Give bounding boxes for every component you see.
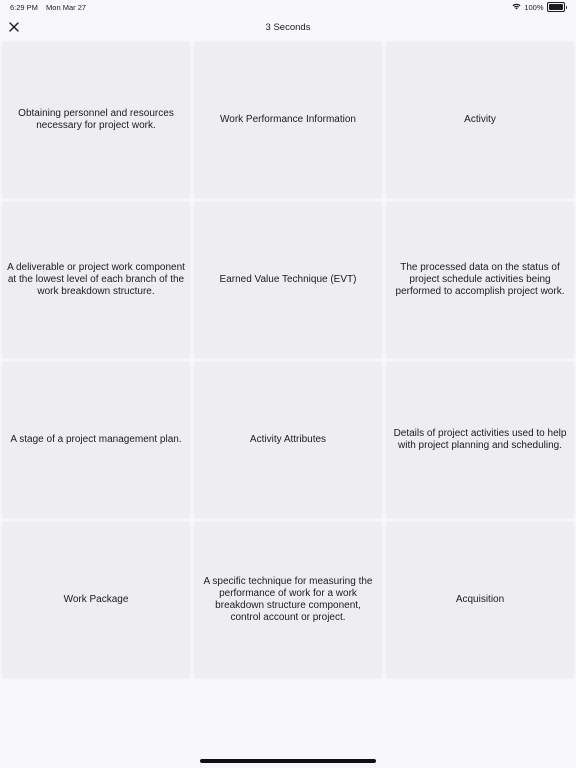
match-card[interactable]: [386, 522, 574, 678]
match-card[interactable]: [194, 202, 382, 358]
card-text: Acquisition: [455, 594, 505, 605]
card-text: A deliverable or project work component at the lowest level of each branch of the work breakdown structure.: [7, 262, 185, 297]
status-left: [10, 3, 92, 12]
nav-bar: [0, 14, 576, 40]
card-text: Activity Attributes: [249, 434, 327, 445]
match-card[interactable]: [386, 202, 574, 358]
card-text: A specific technique for measuring the performance of work for a work breakdown structure component, control account or project.: [203, 576, 373, 623]
card-text: Obtaining personnel and resources necessary for project work.: [18, 108, 174, 131]
battery-icon: [547, 2, 565, 12]
status-bar: [0, 0, 576, 14]
card-text: Activity: [464, 114, 496, 125]
card-text: Details of project activities used to help with project planning and scheduling.: [393, 428, 567, 451]
status-time: 6:29 PM: [10, 3, 38, 12]
match-card[interactable]: [194, 42, 382, 198]
home-indicator[interactable]: [200, 759, 376, 763]
match-card[interactable]: [386, 42, 574, 198]
match-card[interactable]: [2, 42, 190, 198]
match-card[interactable]: [194, 522, 382, 678]
card-text: Work Package: [63, 594, 129, 605]
match-card[interactable]: [386, 362, 574, 518]
battery-percent: 100%: [524, 2, 544, 12]
status-right: [512, 2, 567, 12]
battery-tip: [566, 6, 568, 9]
match-card[interactable]: [2, 202, 190, 358]
card-text: Earned Value Technique (EVT): [219, 274, 357, 285]
match-card[interactable]: [194, 362, 382, 518]
card-text: Work Performance Information: [220, 114, 356, 125]
status-date: Mon Mar 27: [46, 3, 87, 12]
card-text: The processed data on the status of project schedule activities being performed to accomplish project work.: [395, 262, 565, 297]
card-text: A stage of a project management plan.: [10, 434, 182, 445]
page-title: 3 Seconds: [265, 22, 311, 33]
battery-level: [549, 4, 563, 10]
card-grid: [2, 42, 574, 678]
wifi-icon: [512, 3, 521, 12]
match-card[interactable]: [2, 362, 190, 518]
match-card[interactable]: [2, 522, 190, 678]
